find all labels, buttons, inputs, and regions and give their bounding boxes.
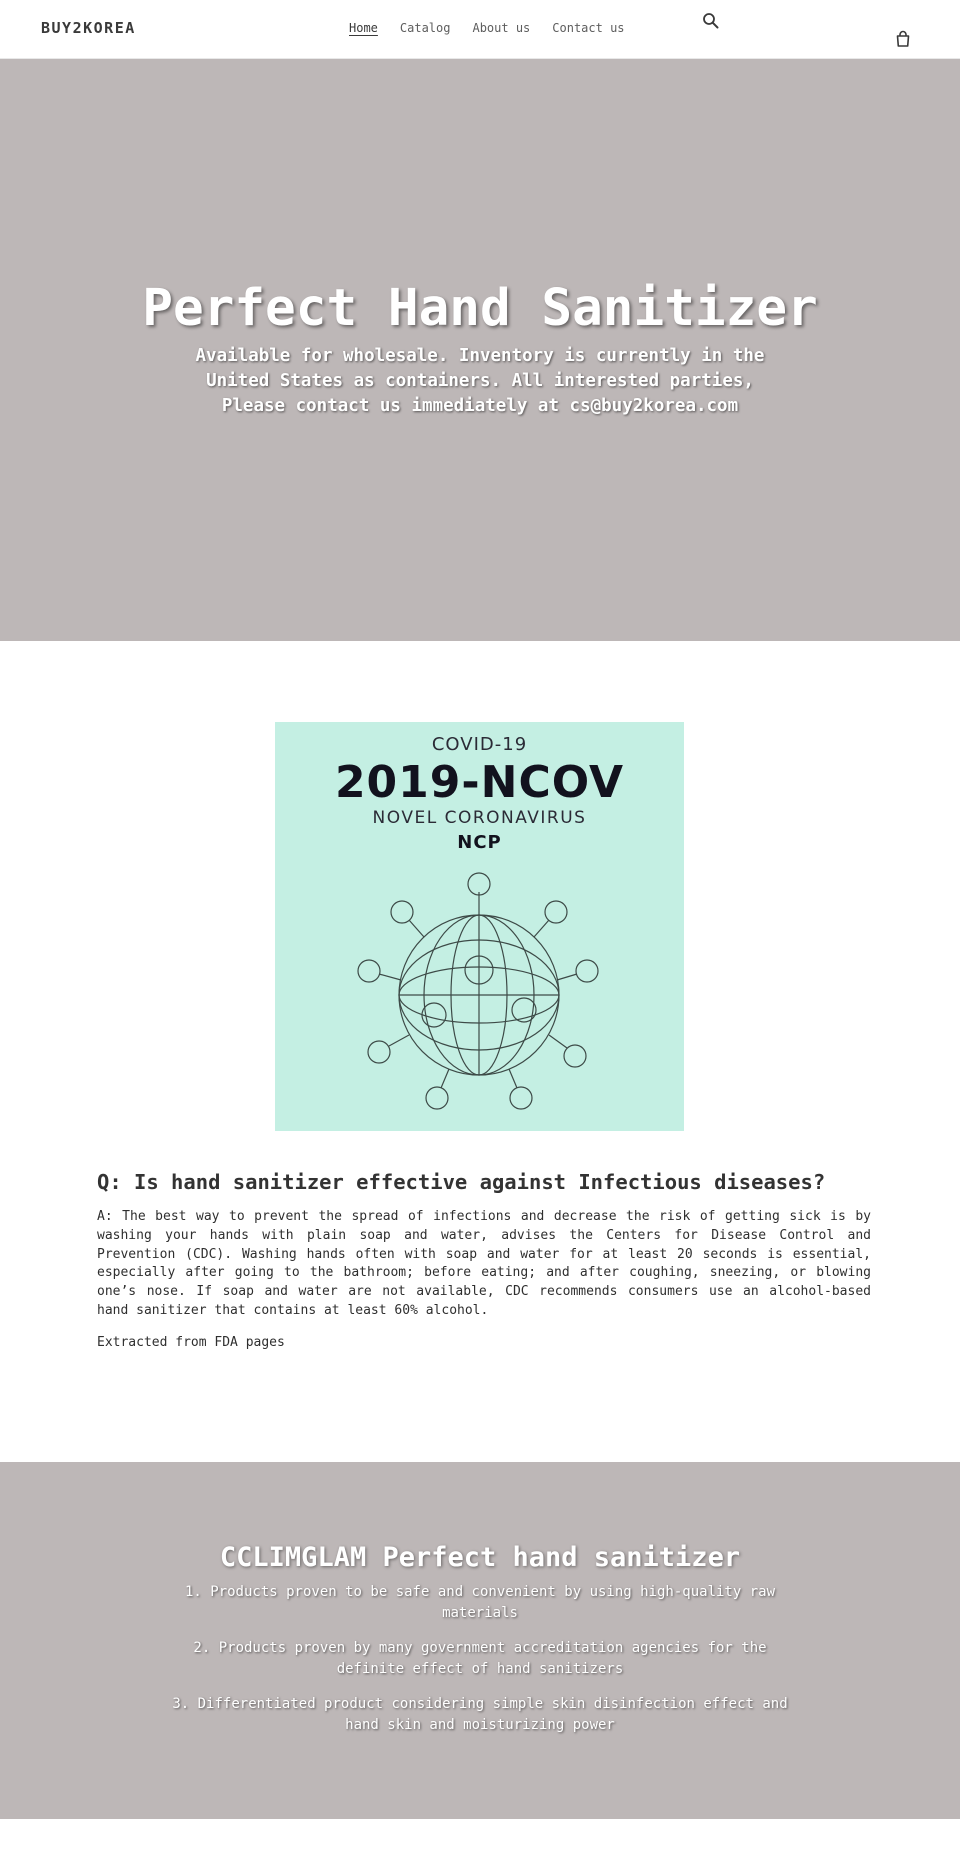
coronavirus-image bbox=[275, 722, 684, 1131]
cart-icon[interactable] bbox=[894, 30, 912, 48]
feature-item: 2. Products proven by many government accreditation agencies for the definite effect of hand sanitizers bbox=[193, 1640, 767, 1677]
nav-home[interactable]: Home bbox=[349, 21, 378, 35]
search-icon[interactable] bbox=[702, 12, 720, 30]
image-text-ncov: 2019-NCOV bbox=[334, 757, 625, 808]
features-list bbox=[170, 1582, 790, 1750]
site-logo[interactable]: BUY2KOREA bbox=[41, 19, 136, 37]
image-text-covid: COVID-19 bbox=[431, 734, 528, 755]
nav-catalog[interactable]: Catalog bbox=[399, 21, 451, 35]
faq-question: Q: Is hand sanitizer effective against Infectious diseases? bbox=[97, 1170, 826, 1194]
nav-contact-us[interactable]: Contact us bbox=[552, 21, 625, 35]
image-text-novel: NOVEL CORONAVIRUS bbox=[372, 808, 587, 828]
features-title: CCLIMGLAM Perfect hand sanitizer bbox=[219, 1542, 741, 1573]
image-text-ncp: NCP bbox=[457, 832, 502, 853]
virus-illustration bbox=[349, 870, 609, 1120]
nav-about-us[interactable]: About us bbox=[472, 21, 531, 35]
feature-item: 3. Differentiated product considering simple skin disinfection effect and hand skin and moisturizing power bbox=[172, 1696, 788, 1733]
faq-answer: A: The best way to prevent the spread of infections and decrease the risk of getting sick is by washing your hands with plain soap and water, advises the Centers for Disease Control and Prevention (CDC). Washing hands often with soap and water for at least 20 seconds is essential, especially after going to the bathroom; before eating; and after coughing, sneezing, or blowing one’s nose. If soap and water are not available, CDC recommends consumers use an alcohol-based hand sanitizer that contains at least 60% alcohol. bbox=[97, 1209, 871, 1318]
faq-source: Extracted from FDA pages bbox=[97, 1335, 285, 1350]
feature-item: 1. Products proven to be safe and convenient by using high-quality raw materials bbox=[184, 1584, 775, 1621]
hero-banner bbox=[0, 59, 960, 641]
features-section bbox=[0, 1462, 960, 1819]
site-header bbox=[0, 0, 960, 59]
hero-title: Perfect Hand Sanitizer bbox=[142, 279, 818, 338]
main-nav bbox=[349, 21, 625, 35]
hero-subtitle: Available for wholesale. Inventory is currently in the United States as containers. All interested parties, Please contact us immediately at cs@buy2korea.com bbox=[195, 346, 765, 416]
